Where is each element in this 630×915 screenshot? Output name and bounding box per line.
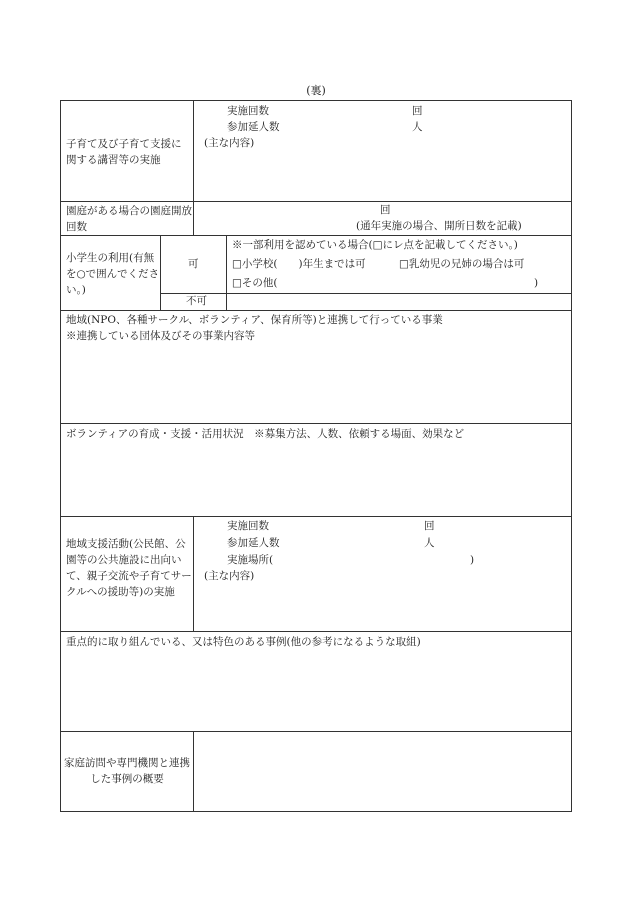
community-section-note: ※連携している団体及びその事業内容等	[66, 330, 255, 342]
table-border-bottom	[60, 811, 572, 812]
outreach-place-close: )	[470, 554, 475, 566]
outreach-section-label: 地域支援活動(公民館、公園等の公共施設に出向いて、親子交流や子育てサークルへの援助等)の実施	[66, 538, 192, 598]
page-side-label: (裏)	[306, 84, 326, 97]
report-form-table	[60, 100, 572, 812]
garden-section-label: 園庭がある場合の園庭開放回数	[66, 205, 192, 233]
elementary-other-close: )	[534, 277, 539, 289]
lecture-content-label: (主な内容)	[204, 137, 255, 149]
outreach-participants-label: 参加延人数	[227, 537, 280, 549]
volunteer-section-title: ボランティアの育成・支援・活用状況 ※募集方法、人数、依頼する場面、効果など	[66, 428, 465, 440]
elementary-option-no[interactable]: 不可	[186, 295, 207, 307]
home-visit-summary-field[interactable]	[194, 732, 571, 811]
featured-section-title: 重点的に取り組んでいる、又は特色のある事例(他の参考になるような取組)	[66, 636, 421, 648]
lecture-participants-label: 参加延人数	[227, 121, 280, 133]
community-section-title: 地域(NPO、各種サークル、ボランティア、保育所等)と連携して行っている事業	[66, 314, 443, 326]
outreach-count-unit: 回	[424, 520, 435, 532]
elementary-section-label: 小学生の利用(有無を○で囲んでください。)	[66, 252, 160, 296]
outreach-participants-unit: 人	[424, 537, 435, 549]
outreach-content-label: (主な内容)	[204, 570, 255, 582]
lecture-count-label: 実施回数	[227, 105, 269, 117]
elementary-partial-note: ※一部利用を認めている場合(□にレ点を記載してください。)	[232, 239, 518, 251]
home-visit-section-label: 家庭訪問や専門機関と連携した事例の概要	[64, 757, 190, 785]
garden-unit: 回	[380, 204, 391, 216]
label-column-divider	[226, 235, 227, 310]
lecture-count-unit: 回	[412, 105, 423, 117]
elementary-sibling-checkbox[interactable]: □乳幼児の兄姉の場合は可	[399, 258, 525, 270]
elementary-option-yes[interactable]: 可	[188, 258, 199, 270]
garden-note: (通年実施の場合、開所日数を記載)	[356, 220, 522, 232]
lecture-participants-unit: 人	[412, 121, 423, 133]
row-divider	[160, 293, 572, 294]
elementary-grade-checkbox[interactable]: □小学校( )年生までは可	[232, 258, 366, 270]
outreach-count-label: 実施回数	[227, 520, 269, 532]
row-divider	[60, 235, 572, 236]
lecture-section-label: 子育て及び子育て支援に関する講習等の実施	[66, 138, 182, 166]
elementary-other-checkbox[interactable]: □その他(	[232, 277, 278, 289]
table-border-right	[571, 100, 572, 812]
outreach-place-label: 実施場所(	[227, 554, 274, 566]
label-column-divider	[160, 235, 161, 310]
